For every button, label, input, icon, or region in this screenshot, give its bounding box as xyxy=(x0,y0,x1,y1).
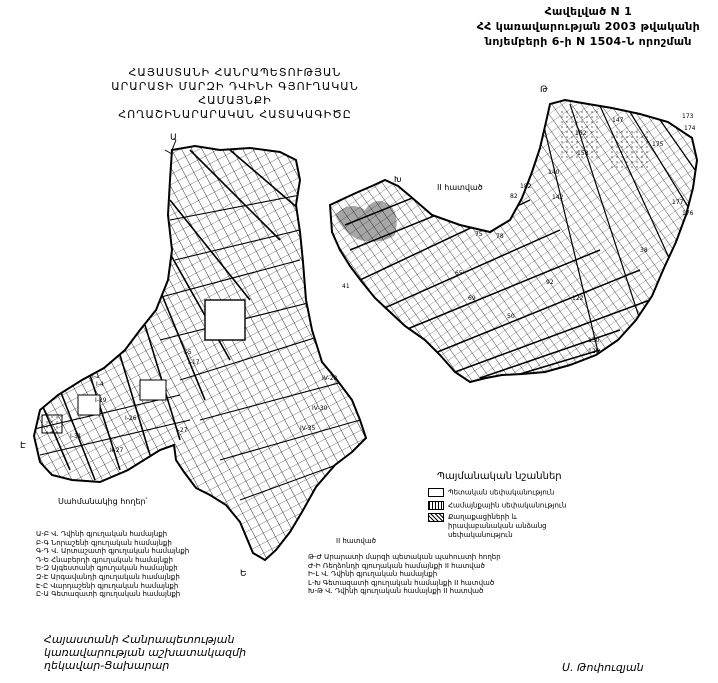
boundary-item: Ժ-Ի Ռեղձոնդի գյուղական համայնքի II hատված xyxy=(308,561,485,570)
map-letter-north: Ա xyxy=(170,133,177,143)
boundary-item: Թ-Ժ Արարատի մարզի պետական պահուստի hողեր xyxy=(308,553,501,561)
boundary-item: Դ-Ե Հնաբերդի գյուղական համայնքի xyxy=(36,555,173,564)
legend-title: Պայմանական նշաններ xyxy=(437,471,562,482)
boundary-item: Ը-Ա Գետազատի գյուղական համայնքի xyxy=(36,590,181,599)
parcel-num: 75 xyxy=(475,231,483,238)
title-line-2: ԱՐԱՐԱՏԻ ՄԱՐԶԻ ԴՎԻՆԻ ԳՅՈՒՂԱԿԱՆ ՀԱՄԱՅՆՔԻ xyxy=(111,80,359,107)
boundary-item: Է-Ը Վարդաշենի գյուղական համայնքի xyxy=(36,581,179,590)
parcel-num: 182 xyxy=(520,183,532,190)
boundary-item: Զ-Է Արգավանդի գյուղական համայնքի xyxy=(36,572,180,581)
map-letter-right-top: Թ xyxy=(540,85,548,95)
parcel-num: 78 xyxy=(496,233,504,240)
header-line-1: Հավելված N 1 xyxy=(544,5,633,18)
section-ii-label: II hատված xyxy=(437,183,483,192)
parcel-num: 82 xyxy=(510,193,518,200)
legend-label: Համայնքային սեփականություն xyxy=(448,501,567,509)
boundary-item: Բ-Գ Նորաշենի գյուղական համայնքի xyxy=(36,538,172,547)
signature-line-1: Հայաստանի Հանրապետության xyxy=(44,633,235,646)
parcel-num: I-1 xyxy=(92,373,100,380)
legend-label: Պետական սեփականություն xyxy=(448,488,555,497)
parcel-num: I-27 xyxy=(176,427,188,434)
map-letter-sector: Խ xyxy=(394,175,402,184)
title-line-1: ՀԱՅԱՍՏԱՆԻ ՀԱՆՐԱՊԵՏՈՒԹՅԱՆ xyxy=(128,66,342,79)
boundary-item: Ա-Բ Վ. Դվինի գյուղական համայնքի xyxy=(36,530,168,538)
legend-item-community xyxy=(428,501,608,511)
parcel-num: 69 xyxy=(468,295,476,302)
header-line-2: ՀՀ կառավարության 2003 թվականի xyxy=(476,20,700,33)
map-letter-west: Է xyxy=(20,441,26,451)
parcel-num: IV-28 xyxy=(322,375,338,382)
parcel-num: 50 xyxy=(507,313,515,320)
parcel-num: 158 xyxy=(577,150,589,157)
legend-item-state xyxy=(428,488,608,498)
parcel-num: 147 xyxy=(612,117,624,124)
signature-line-2: կառավարության աշխատակազմի xyxy=(44,646,247,659)
parcel-num: II-27 xyxy=(110,447,124,454)
map-letter-south: Ե xyxy=(240,569,247,579)
parcel-num: 92 xyxy=(546,279,554,286)
parcel-num: I-17 xyxy=(188,359,200,366)
parcel-num: 177 xyxy=(672,199,684,206)
parcel-num: 125 xyxy=(588,348,600,355)
boundaries-right-list xyxy=(308,553,538,596)
parcel-num: 176 xyxy=(682,210,694,217)
boundaries-left-title: Սահմանակից hողեր՝ xyxy=(58,497,148,506)
legend-item-private xyxy=(428,513,608,540)
boundary-item: Խ-Թ Վ. Դվինի գյուղական համայնքի II hատված xyxy=(308,587,484,596)
legend-label: Քաղաքացիների և իրավաբանական անձանց սեփականություն xyxy=(448,513,547,539)
boundary-item: Գ-Դ Վ. Արտաշատի գյուղական համայնքի xyxy=(36,547,190,556)
parcel-num: I-29 xyxy=(95,397,107,404)
parcel-num: I-31 xyxy=(70,433,82,440)
boundary-item: Լ-Խ Գետազատի գյուղական համայնքի II hատված xyxy=(308,578,495,587)
parcel-num: I-26 xyxy=(125,415,137,422)
boundary-item: Ի-Լ Վ. Դվինի գյուղական համայնքի xyxy=(308,570,438,579)
legend-swatch xyxy=(428,488,444,497)
parcel-num: 130 xyxy=(588,337,600,344)
parcel-num: 173 xyxy=(682,113,694,120)
boundaries-right-title: II hատված xyxy=(336,537,377,545)
signature-position xyxy=(44,633,246,672)
header-line-3: նոյեմբերի 6-ի N 1504-Ն որոշման xyxy=(484,35,692,48)
title-line-3: ՀՈՂԱՇԻՆԱՐԱՐԱԿԱՆ ՀԱՏԱԿԱԳԻԾԸ xyxy=(118,108,352,121)
parcel-num: 174 xyxy=(684,125,696,132)
parcel-num: I-5 xyxy=(184,349,192,356)
parcel-num: 65 xyxy=(455,270,463,277)
legend-swatch xyxy=(428,501,444,510)
parcel-num: I-4 xyxy=(96,381,104,388)
parcel-num: IV-30 xyxy=(312,405,328,412)
boundaries-left-list xyxy=(36,530,236,599)
parcel-num: 140 xyxy=(548,169,560,176)
parcel-num: 38 xyxy=(640,247,648,254)
parcel-num: 122 xyxy=(572,295,584,302)
legend xyxy=(428,488,608,540)
parcel-num: 41 xyxy=(342,283,350,290)
parcel-num: 175 xyxy=(652,141,664,148)
legend-swatch xyxy=(428,513,444,522)
parcel-num: 142 xyxy=(552,194,564,201)
parcel-num: IV-35 xyxy=(300,425,316,432)
boundary-item: Ե-Զ Այգեստանի գյուղական համայնքի xyxy=(36,564,178,573)
parcel-num: 152 xyxy=(575,130,587,137)
signature-line-3: ղեկավար-Ցախարար xyxy=(44,659,170,672)
signatory-name: Ս. Թոփուզյան xyxy=(562,661,644,674)
